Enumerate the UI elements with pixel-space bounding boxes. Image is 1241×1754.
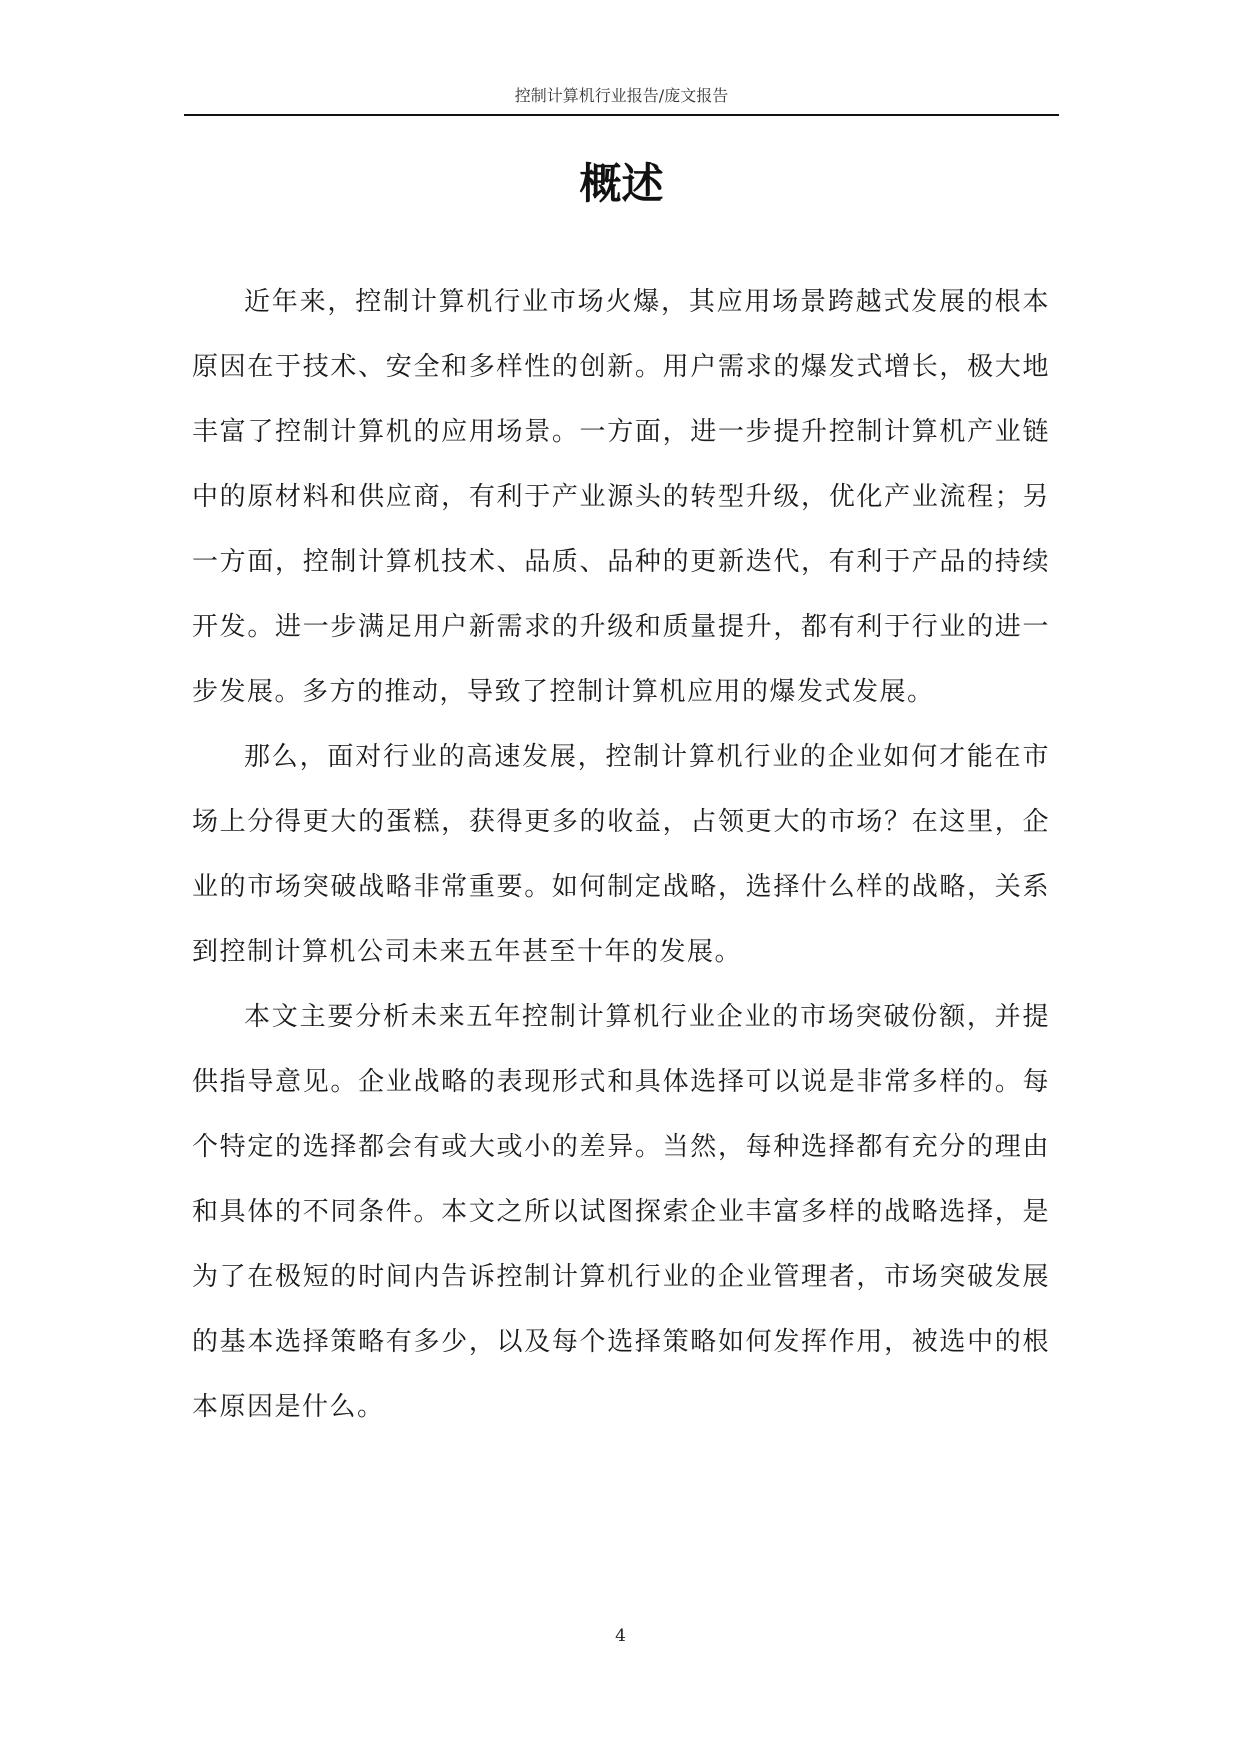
- paragraph-2: 那么，面对行业的高速发展，控制计算机行业的企业如何才能在市场上分得更大的蛋糕，获得更多的收益，占领更大的市场？在这里，企业的市场突破战略非常重要。如何制定战略，选择什么样的战略，关系到控制计算机公司未来五年甚至十年的发展。: [192, 742, 1050, 967]
- page-number: 4: [615, 1626, 626, 1646]
- paragraph-1: 近年来，控制计算机行业市场火爆，其应用场景跨越式发展的根本原因在于技术、安全和多样性的创新。用户需求的爆发式增长，极大地丰富了控制计算机的应用场景。一方面，进一步提升控制计算机产业链中的原材料和供应商，有利于产业源头的转型升级，优化产业流程；另一方面，控制计算机技术、品质、品种的更新迭代，有利于产品的持续开发。进一步满足用户新需求的升级和质量提升，都有利于行业的进一步发展。多方的推动，导致了控制计算机应用的爆发式发展。: [192, 287, 1050, 707]
- body-text: [192, 270, 1050, 1440]
- page-title: 概述: [579, 159, 664, 208]
- paragraph-3: 本文主要分析未来五年控制计算机行业企业的市场突破份额，并提供指导意见。企业战略的表现形式和具体选择可以说是非常多样的。每个特定的选择都会有或大或小的差异。当然，每种选择都有充分的理由和具体的不同条件。本文之所以试图探索企业丰富多样的战略选择，是为了在极短的时间内告诉控制计算机行业的企业管理者，市场突破发展的基本选择策略有多少，以及每个选择策略如何发挥作用，被选中的根本原因是什么。: [192, 1002, 1050, 1422]
- running-header: 控制计算机行业报告/庞文报告: [514, 86, 729, 105]
- header-rule: [184, 114, 1059, 116]
